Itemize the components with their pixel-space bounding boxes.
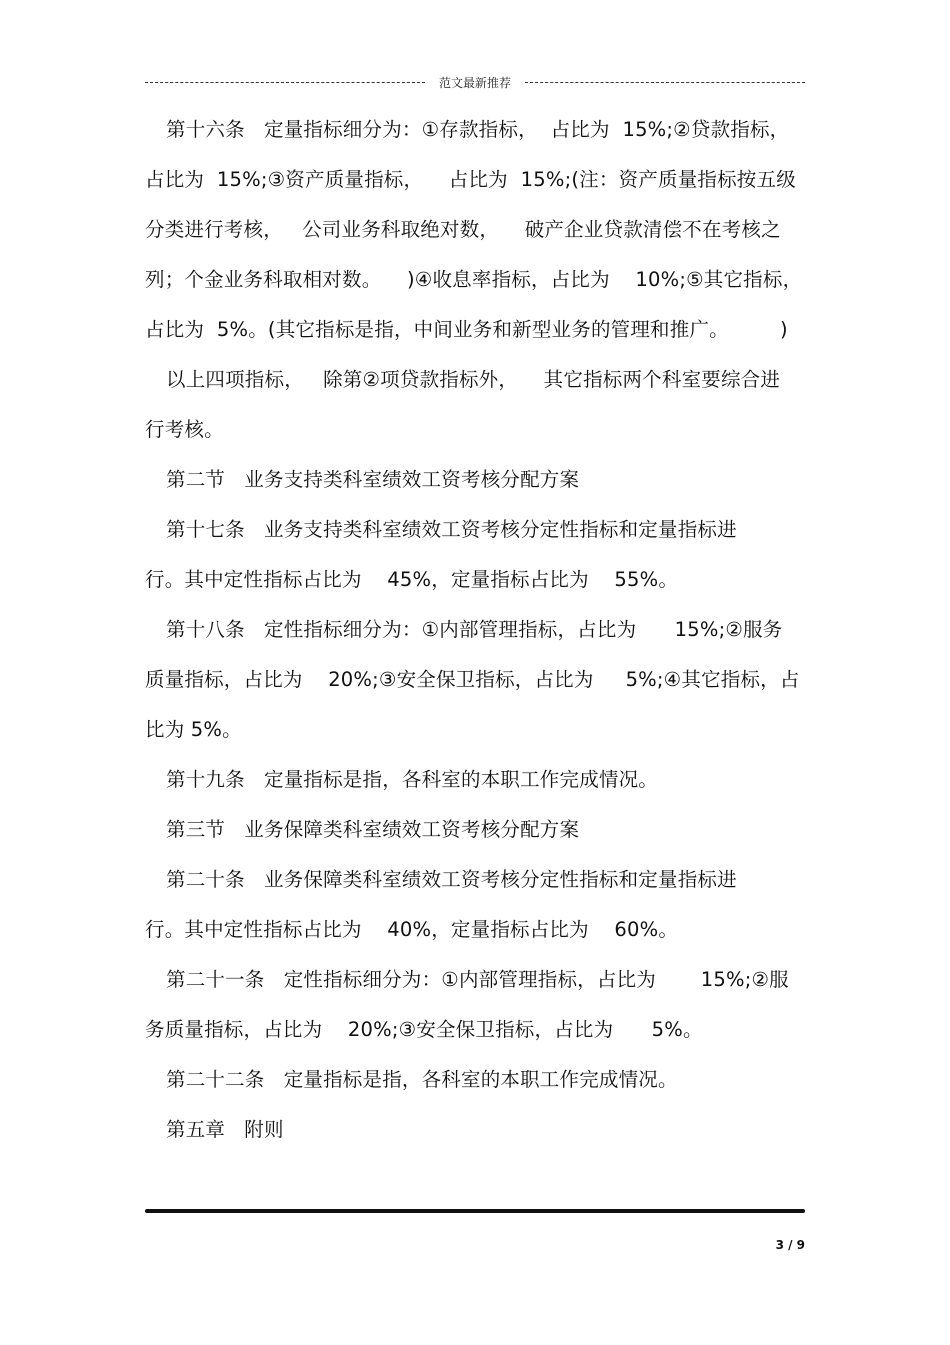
- text-line: 第十七条 业务支持类科室绩效工资考核分定性指标和定量指标进: [166, 518, 737, 541]
- page-number: 3 / 9: [775, 1238, 805, 1252]
- text-line: 占比为 5%。(其它指标是指，中间业务和新型业务的管理和推广。 ): [145, 318, 788, 341]
- text-line: 分类进行考核， 公司业务科取绝对数， 破产企业贷款清偿不在考核之: [145, 218, 781, 241]
- body-text: [145, 118, 805, 1168]
- text-line: 第二十一条 定性指标细分为：①内部管理指标，占比为 15%;②服: [166, 968, 789, 991]
- text-line: 比为 5%。: [145, 718, 242, 741]
- text-line: 第二十条 业务保障类科室绩效工资考核分定性指标和定量指标进: [166, 868, 737, 891]
- text-line: 质量指标，占比为 20%;③安全保卫指标，占比为 5%;④其它指标，占: [145, 668, 800, 691]
- text-line: 第十六条 定量指标细分为：①存款指标， 占比为 15%;②贷款指标，: [166, 118, 790, 141]
- text-line: 第二十二条 定量指标是指，各科室的本职工作完成情况。: [166, 1068, 678, 1091]
- text-line: 务质量指标，占比为 20%;③安全保卫指标，占比为 5%。: [145, 1018, 703, 1041]
- text-line: 以上四项指标， 除第②项贷款指标外， 其它指标两个科室要综合进: [166, 368, 781, 391]
- header-dash-right: [525, 82, 805, 83]
- text-line: 占比为 15%;③资产质量指标， 占比为 15%;(注：资产质量指标按五级: [145, 168, 796, 191]
- text-line: 行。其中定性指标占比为 45%，定量指标占比为 55%。: [145, 568, 679, 591]
- text-line: 第十八条 定性指标细分为：①内部管理指标，占比为 15%;②服务: [166, 618, 783, 641]
- text-line: 第十九条 定量指标是指，各科室的本职工作完成情况。: [166, 768, 658, 791]
- chapter-heading: 第五章 附则: [166, 1118, 284, 1141]
- text-line: 列；个金业务科取相对数。 )④收息率指标，占比为 10%;⑤其它指标，: [145, 268, 803, 291]
- section-heading: 第三节 业务保障类科室绩效工资考核分配方案: [166, 818, 580, 841]
- text-line: 行。其中定性指标占比为 40%，定量指标占比为 60%。: [145, 918, 679, 941]
- section-heading: 第二节 业务支持类科室绩效工资考核分配方案: [166, 468, 580, 491]
- page-header: [145, 72, 805, 92]
- header-title: 范文最新推荐: [439, 75, 512, 90]
- header-dash-left: [145, 82, 425, 83]
- footer-rule: [145, 1209, 805, 1213]
- text-line: 行考核。: [145, 418, 224, 441]
